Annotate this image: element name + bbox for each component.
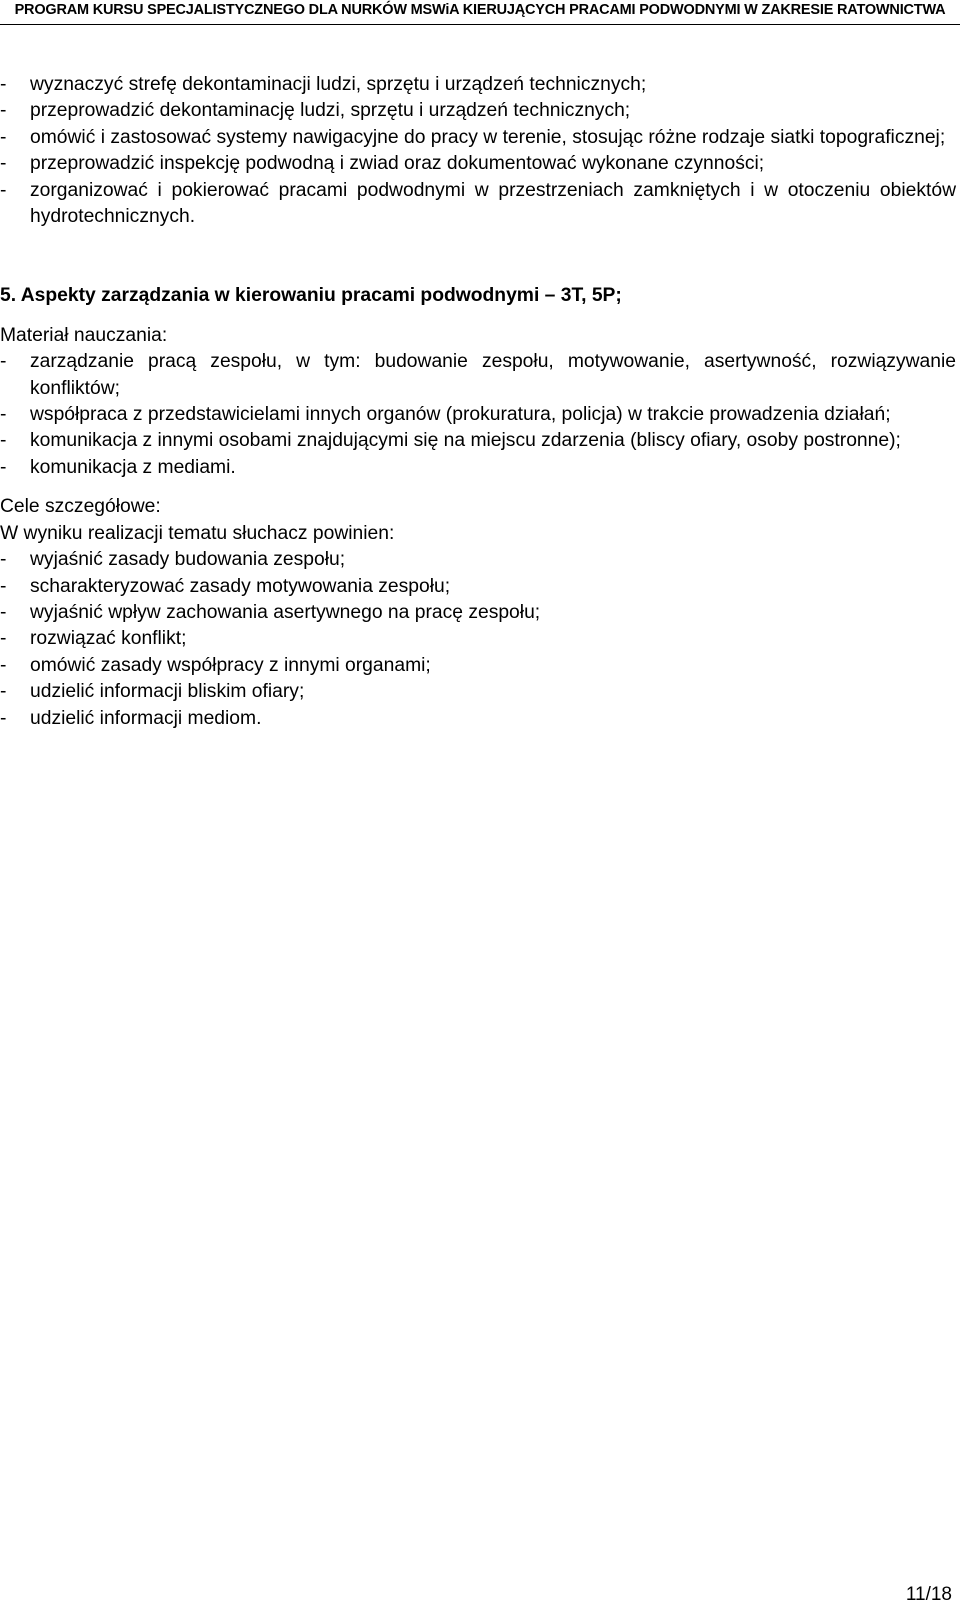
list-item bbox=[0, 574, 956, 600]
list-dash: - bbox=[0, 100, 7, 122]
list-dash: - bbox=[0, 707, 7, 729]
list-dash: - bbox=[0, 601, 7, 623]
list-item-text: wyjaśnić wpływ zachowania asertywnego na pracę zespołu; bbox=[30, 601, 541, 623]
list-item-text: omówić i zastosować systemy nawigacyjne do pracy w terenie, stosując różne rodzaje siatki topograficznej; bbox=[30, 126, 946, 148]
list-item-text: rozwiązać konflikt; bbox=[30, 628, 187, 650]
list-item bbox=[0, 600, 956, 626]
list-item bbox=[0, 455, 956, 481]
list-item bbox=[0, 98, 956, 124]
list-item bbox=[0, 547, 956, 573]
list-item-text: scharakteryzować zasady motywowania zespołu; bbox=[30, 575, 451, 597]
material-list bbox=[0, 349, 956, 481]
list-dash: - bbox=[0, 404, 7, 426]
list-item bbox=[0, 679, 956, 705]
list-dash: - bbox=[0, 74, 7, 95]
list-item-text: udzielić informacji bliskim ofiary; bbox=[30, 681, 305, 703]
list-item bbox=[0, 402, 956, 428]
goals-list bbox=[0, 547, 956, 732]
list-item-text: udzielić informacji mediom. bbox=[30, 707, 262, 729]
list-item-text: przeprowadzić inspekcję podwodną i zwiad oraz dokumentować wykonane czynności; bbox=[30, 153, 765, 175]
material-heading: Materiał nauczania: bbox=[0, 324, 168, 346]
list-item bbox=[0, 72, 956, 98]
section-title: 5. Aspekty zarządzania w kierowaniu pracami podwodnymi – 3T, 5P; bbox=[0, 285, 622, 307]
header-title: PROGRAM KURSU SPECJALISTYCZNEGO DLA NURKÓW MSWiA KIERUJĄCYCH PRACAMI PODWODNYMI W ZAKRESIE RATOWNICTWA bbox=[14, 2, 946, 18]
list-dash: - bbox=[0, 153, 7, 175]
page-content bbox=[0, 72, 956, 732]
list-dash: - bbox=[0, 126, 7, 148]
list-item-text: komunikacja z mediami. bbox=[30, 456, 236, 478]
header-rule bbox=[0, 24, 960, 25]
list-item bbox=[0, 178, 956, 231]
list-dash: - bbox=[0, 351, 7, 373]
list-dash: - bbox=[0, 179, 7, 201]
list-item bbox=[0, 349, 956, 402]
list-item bbox=[0, 151, 956, 177]
list-dash: - bbox=[0, 430, 7, 452]
list-item-text: omówić zasady współpracy z innymi organami; bbox=[30, 654, 431, 676]
list-dash: - bbox=[0, 575, 7, 597]
list-item-text: wyjaśnić zasady budowania zespołu; bbox=[30, 549, 346, 571]
goals-heading: Cele szczegółowe: bbox=[0, 496, 161, 518]
list-dash: - bbox=[0, 549, 7, 571]
list-item-text: wyznaczyć strefę dekontaminacji ludzi, sprzętu i urządzeń technicznych; bbox=[30, 74, 647, 95]
list-item-text: współpraca z przedstawicielami innych organów (prokuratura, policja) w trakcie prowadzenia działań; bbox=[30, 404, 891, 426]
list-item bbox=[0, 653, 956, 679]
page-number: 11/18 bbox=[905, 1584, 952, 1605]
list-item bbox=[0, 626, 956, 652]
list-dash: - bbox=[0, 681, 7, 703]
goals-intro: W wyniku realizacji tematu słuchacz powinien: bbox=[0, 522, 395, 544]
list-item-text: przeprowadzić dekontaminację ludzi, sprzętu i urządzeń technicznych; bbox=[30, 100, 631, 122]
list-dash: - bbox=[0, 456, 7, 478]
list-item-text: zorganizować i pokierować pracami podwodnymi w przestrzeniach zamkniętych i w otoczeniu obiektów hydrotechnicznych. bbox=[30, 179, 956, 228]
list-item bbox=[0, 125, 956, 151]
list-item bbox=[0, 706, 956, 732]
list-item-text: zarządzanie pracą zespołu, w tym: budowanie zespołu, motywowanie, asertywność, rozwiązywanie konfliktów; bbox=[30, 351, 956, 399]
list-dash: - bbox=[0, 628, 7, 650]
list-item bbox=[0, 428, 956, 454]
document-header bbox=[0, 0, 960, 18]
list-item-text: komunikacja z innymi osobami znajdującymi się na miejscu zdarzenia (bliscy ofiary, osoby postronne); bbox=[30, 430, 901, 452]
top-list bbox=[0, 72, 956, 230]
list-dash: - bbox=[0, 654, 7, 676]
